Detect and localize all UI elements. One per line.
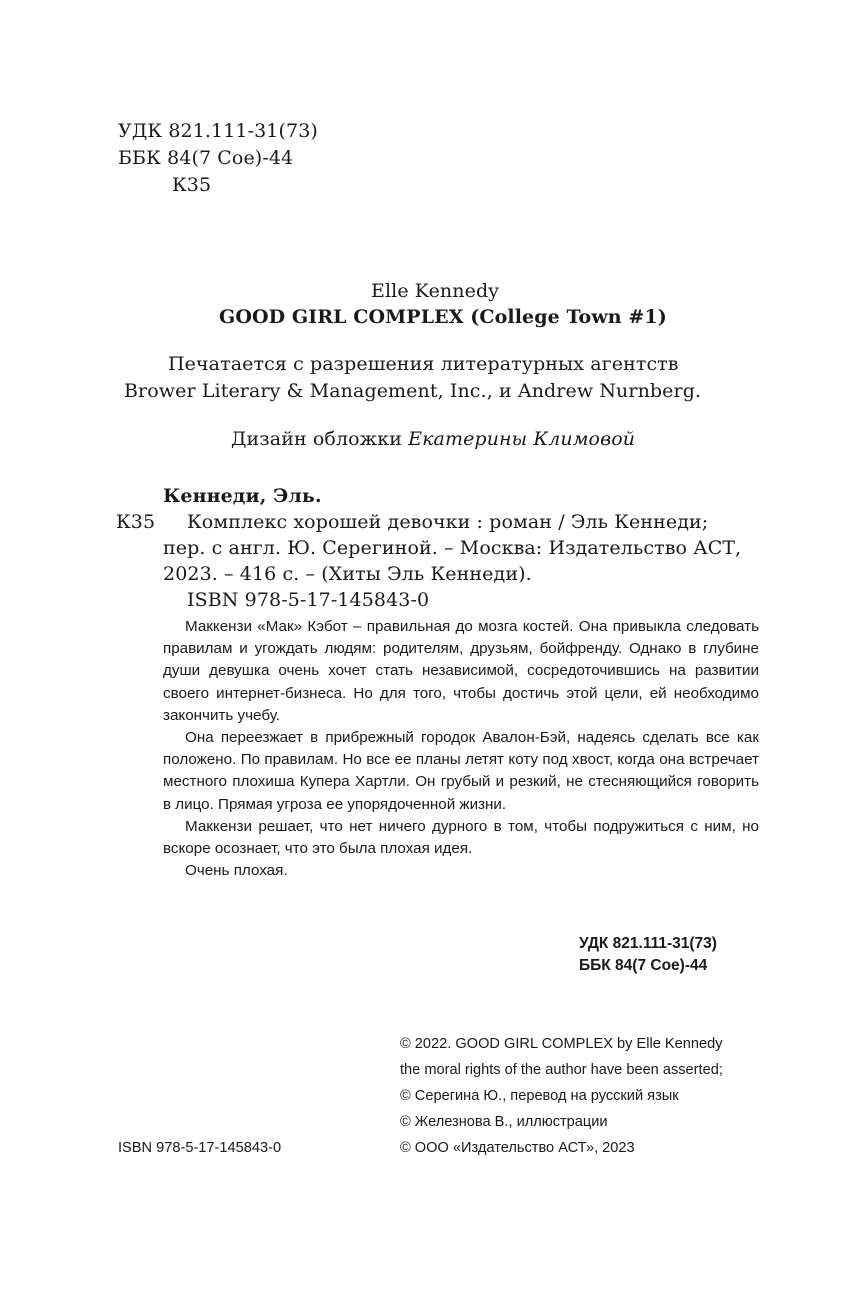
bib-line-3: 2023. – 416 с. – (Хиты Эль Кеннеди). <box>163 563 532 585</box>
cover-designer-name: Екатерины Климовой <box>408 428 636 450</box>
annotation <box>163 616 759 882</box>
permission-line-2: Brower Literary & Management, Inc., и Andrew Nurnberg. <box>124 380 702 402</box>
bib-line-1: Комплекс хорошей девочки : роман / Эль Кеннеди; <box>187 511 709 533</box>
annotation-paragraph-3: Маккензи решает, что нет ничего дурного в том, чтобы подружиться с ним, но вскоре осознает, что это была плохая идея. <box>163 817 759 858</box>
udk-code-top: УДК 821.111-31(73) <box>118 120 318 142</box>
copyright-line-1: © 2022. GOOD GIRL COMPLEX by Elle Kennedy <box>400 1036 723 1052</box>
copyright-line-2: the moral rights of the author have been asserted; <box>400 1062 723 1078</box>
original-author: Elle Kennedy <box>371 280 500 302</box>
author-mark-top: К35 <box>172 174 212 196</box>
bbk-code-bottom: ББК 84(7 Сое)-44 <box>579 957 708 974</box>
original-title: GOOD GIRL COMPLEX (College Town #1) <box>219 306 667 328</box>
bib-isbn: ISBN 978-5-17-145843-0 <box>187 589 430 611</box>
udk-code-bottom: УДК 821.111-31(73) <box>579 935 717 952</box>
cover-design-prefix: Дизайн обложки <box>231 428 409 450</box>
bbk-code-top: ББК 84(7 Сое)-44 <box>118 147 294 169</box>
annotation-paragraph-1: Маккензи «Мак» Кэбот – правильная до мозга костей. Она привыкла следовать правилам и угождать людям: родителям, друзьям, бойфренду. Однако в глубине души девушка очень хочет стать независимой, сосредоточившись на развитии своего интернет-бизнеса. Но для того, чтобы достичь этой цели, ей необходимо закончить учебу. <box>163 618 759 724</box>
bib-heading: Кеннеди, Эль. <box>163 485 322 507</box>
cover-design-credit <box>231 428 635 450</box>
bib-author-mark: К35 <box>116 511 156 533</box>
annotation-paragraph-4: Очень плохая. <box>185 862 288 880</box>
annotation-paragraph-2: Она переезжает в прибрежный городок Авалон-Бэй, надеясь сделать все как положено. По правилам. Но все ее планы летят коту под хвост, когда она встречает местного плохиша Купера Хартли. Он грубый и резкий, не стесняющийся говорить в лицо. Прямая угроза ее упорядоченной жизни. <box>163 729 759 813</box>
bib-line-2: пер. с англ. Ю. Серегиной. – Москва: Издательство АСТ, <box>163 537 742 559</box>
copyright-line-4: © Железнова В., иллюстрации <box>400 1114 608 1130</box>
isbn-bottom: ISBN 978-5-17-145843-0 <box>118 1140 282 1156</box>
permission-line-1: Печатается с разрешения литературных агентств <box>168 353 679 375</box>
copyright-line-5: © ООО «Издательство АСТ», 2023 <box>400 1140 635 1156</box>
copyright-line-3: © Серегина Ю., перевод на русский язык <box>400 1088 679 1104</box>
